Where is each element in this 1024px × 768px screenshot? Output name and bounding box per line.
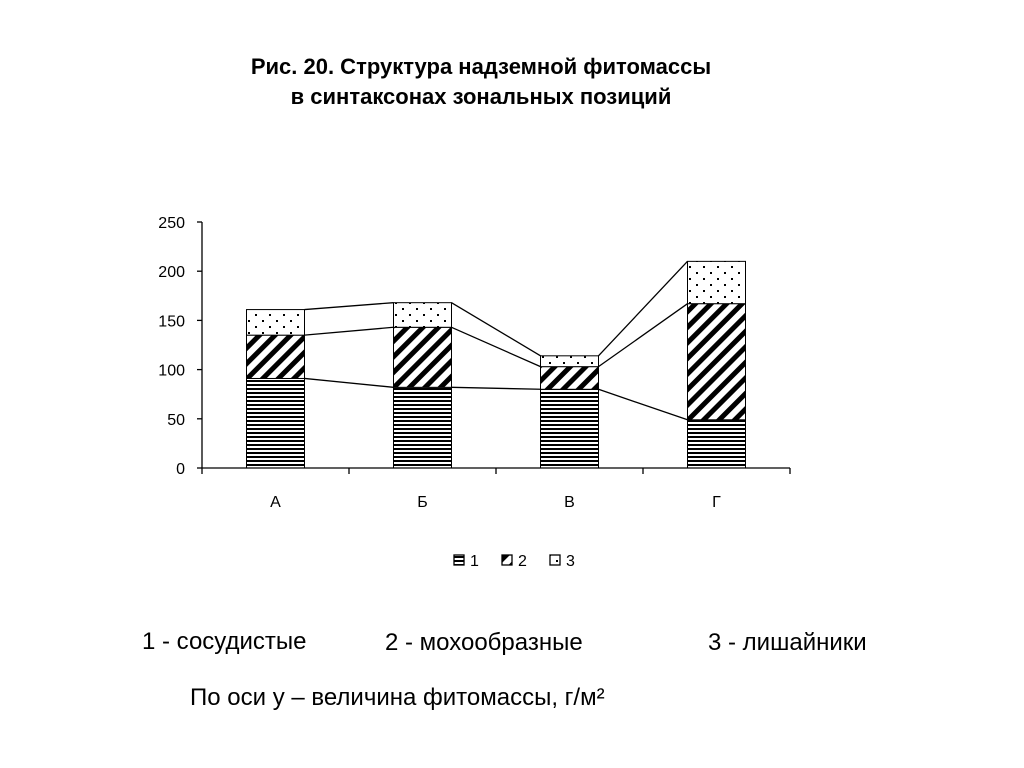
bar-segment-3-А — [247, 310, 305, 336]
y-tick-label: 50 — [167, 411, 185, 429]
series-line-1-1 — [305, 378, 394, 387]
x-tick-label-Б: Б — [417, 494, 428, 511]
y-tick-label: 100 — [158, 362, 185, 380]
legend-swatch-2 — [502, 555, 512, 565]
legend-swatch-1 — [454, 555, 464, 565]
bar-segment-2-Б — [394, 327, 452, 387]
series-line-2-1 — [305, 327, 394, 335]
bar-segment-3-В — [541, 356, 599, 367]
series-line-1-2 — [452, 387, 541, 389]
bar-segment-2-Г — [688, 304, 746, 420]
y-tick-label: 150 — [158, 313, 185, 331]
bar-segment-2-А — [247, 335, 305, 378]
series-line-3-1 — [305, 303, 394, 310]
y-tick-label: 0 — [176, 461, 185, 478]
bar-segment-1-В — [541, 389, 599, 468]
y-tick-label: 250 — [158, 215, 185, 232]
legend-label-1: 1 — [470, 553, 479, 570]
y-tick-label: 200 — [158, 264, 185, 282]
legend-caption-bryophytes: 2 - мохообразные — [385, 629, 583, 656]
bar-segment-2-В — [541, 367, 599, 390]
bar-segment-1-А — [247, 378, 305, 468]
series-line-3-2 — [452, 303, 541, 356]
bar-segment-1-Б — [394, 387, 452, 468]
legend-caption-lichens: 3 - лишайники — [708, 629, 867, 656]
bar-segment-3-Г — [688, 261, 746, 303]
legend-swatch-3 — [550, 555, 560, 565]
bar-segment-1-Г — [688, 420, 746, 468]
chart-title: Рис. 20. Структура надземной фитомассы — [250, 54, 712, 79]
x-tick-label-В: В — [564, 494, 575, 511]
legend-caption-vascular: 1 - сосудистые — [142, 628, 307, 655]
legend-label-2: 2 — [518, 553, 527, 570]
bar-segment-3-Б — [394, 303, 452, 328]
y-axis-note: По оси у – величина фитомассы, г/м² — [190, 684, 605, 711]
series-line-1-3 — [599, 389, 688, 420]
chart-subtitle: в синтаксонах зональных позиций — [290, 84, 672, 109]
series-line-2-3 — [599, 304, 688, 367]
series-line-3-3 — [599, 261, 688, 355]
x-tick-label-Г: Г — [712, 494, 721, 511]
series-line-2-2 — [452, 327, 541, 366]
legend-label-3: 3 — [566, 553, 575, 570]
x-tick-label-А: А — [270, 494, 281, 511]
